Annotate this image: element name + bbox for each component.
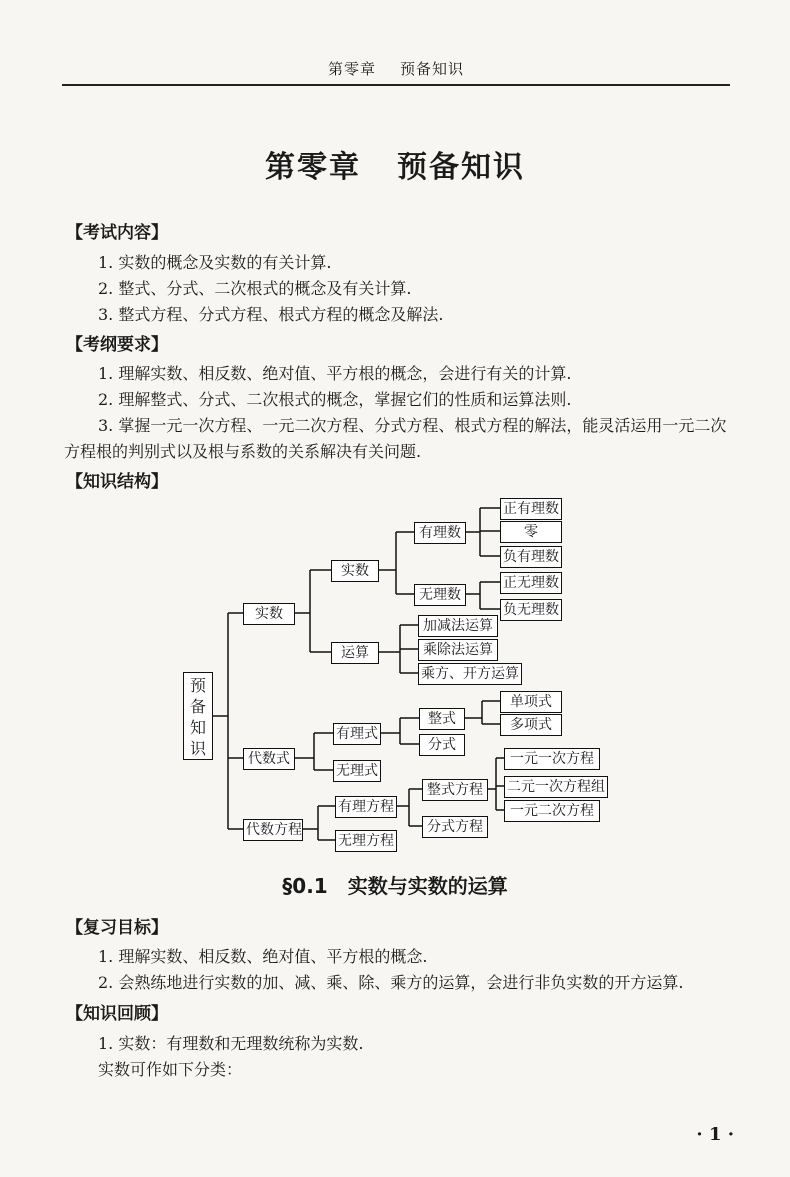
- review-goals-heading: 【复习目标】: [66, 918, 168, 938]
- tree-root: [183, 672, 213, 760]
- node-operation: 运算: [331, 642, 379, 664]
- connector-algebraic: [295, 733, 333, 770]
- node-irrational-eq: 无理方程: [335, 830, 397, 852]
- syllabus-item: 1. 理解实数、相反数、绝对值、平方根的概念，会进行有关的计算.: [98, 364, 572, 383]
- exam-content-item: 2. 整式、分式、二次根式的概念及有关计算.: [98, 279, 412, 298]
- exam-content-item: 3. 整式方程、分式方程、根式方程的概念及解法.: [98, 305, 444, 324]
- node-neg-rational: 负有理数: [500, 546, 562, 568]
- node-equation: 代数方程: [243, 819, 303, 841]
- node-add-sub: 加减法运算: [418, 615, 498, 637]
- connector-irrational: [466, 582, 500, 609]
- chapter-number: 第零章: [265, 150, 361, 185]
- section-name: 实数与实数的运算: [347, 874, 508, 898]
- exam-content-heading: 【考试内容】: [66, 223, 168, 243]
- node-real-sub: 实数: [331, 560, 379, 582]
- connector-polynomial: [465, 701, 500, 724]
- connector-operation: [379, 625, 418, 673]
- node-real: 实数: [243, 603, 295, 625]
- node-pos-irrational: 正无理数: [500, 572, 562, 594]
- section-title: [0, 870, 790, 899]
- exam-content-item: 1. 实数的概念及实数的有关计算.: [98, 253, 332, 272]
- section-number: §0.1: [282, 874, 328, 898]
- node-rational-eq: 有理方程: [335, 796, 397, 818]
- tree-root-char: 知: [189, 718, 206, 737]
- node-monomial: 单项式: [500, 691, 562, 713]
- syllabus-item: 3. 掌握一元一次方程、一元二次方程、分式方程、根式方程的解法，能灵活运用一元二次: [98, 416, 727, 435]
- connector-equation: [303, 806, 335, 840]
- connector-rational-eq: [397, 789, 422, 826]
- header-chapter: 第零章: [327, 60, 376, 78]
- node-rational-expr: 有理式: [333, 723, 381, 745]
- connector-integral-eq: [488, 758, 504, 810]
- node-irrational: 无理数: [414, 584, 466, 606]
- node-integral-eq: 整式方程: [422, 779, 488, 801]
- header-title: 预备知识: [400, 60, 465, 78]
- knowledge-review-item: 实数可作如下分类：: [98, 1060, 243, 1079]
- tree-root-char: 预: [189, 676, 206, 695]
- syllabus-continuation: 方程根的判别式以及根与系数的关系解决有关问题.: [64, 442, 422, 461]
- connector-rational: [466, 508, 500, 556]
- connector-real: [295, 570, 331, 652]
- tree-root-char: 识: [189, 739, 206, 758]
- structure-heading: 【知识结构】: [66, 472, 168, 492]
- syllabus-item: 2. 理解整式、分式、二次根式的概念，掌握它们的性质和运算法则.: [98, 390, 572, 409]
- node-quadratic: 一元二次方程: [504, 800, 600, 822]
- chapter-name: 预备知识: [397, 150, 525, 185]
- node-neg-irrational: 负无理数: [500, 599, 562, 621]
- node-algebraic: 代数式: [243, 748, 295, 770]
- node-fraction-eq: 分式方程: [422, 816, 488, 838]
- node-pow-root: 乘方、开方运算: [418, 663, 522, 685]
- node-fraction: 分式: [419, 734, 465, 756]
- node-linear-2: 二元一次方程组: [504, 776, 608, 798]
- review-goal-item: 1. 理解实数、相反数、绝对值、平方根的概念.: [98, 947, 428, 966]
- knowledge-review-item: 1. 实数：有理数和无理数统称为实数.: [98, 1034, 364, 1053]
- review-goal-item: 2. 会熟练地进行实数的加、减、乘、除、乘方的运算，会进行非负实数的开方运算.: [98, 973, 684, 992]
- node-linear-1: 一元一次方程: [504, 748, 600, 770]
- knowledge-review-heading: 【知识回顾】: [66, 1004, 168, 1024]
- page-number: · 1 ·: [696, 1124, 734, 1145]
- node-zero: 零: [500, 521, 562, 543]
- node-mul-div: 乘除法运算: [418, 639, 498, 661]
- tree-root-char: 备: [189, 697, 206, 716]
- node-irrational-expr: 无理式: [333, 760, 381, 782]
- node-pos-rational: 正有理数: [500, 498, 562, 520]
- node-rational: 有理数: [414, 522, 466, 544]
- connector-real-sub: [379, 532, 414, 594]
- connector-rational-expr: [381, 718, 419, 744]
- node-polynomial: 整式: [419, 708, 465, 730]
- node-multinomial: 多项式: [500, 714, 562, 736]
- syllabus-heading: 【考纲要求】: [66, 335, 168, 355]
- connector-root: [213, 613, 243, 829]
